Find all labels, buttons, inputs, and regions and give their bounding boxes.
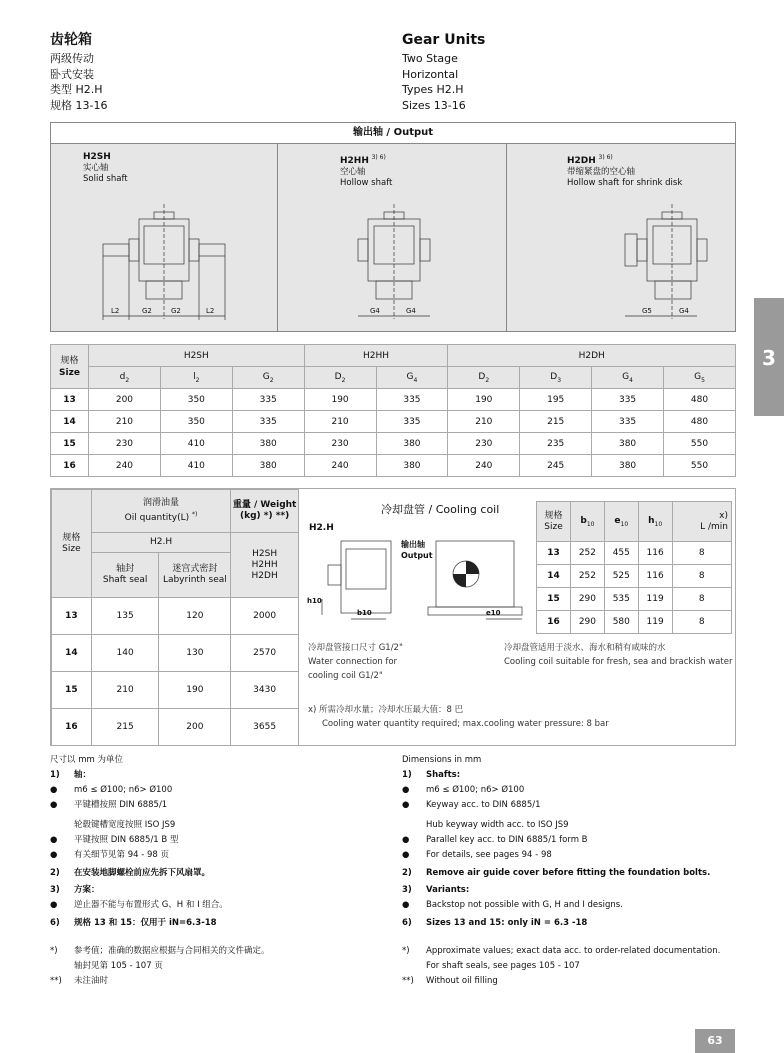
dim-h10: h10 bbox=[307, 597, 322, 605]
header-zh-line: 卧式安装 bbox=[50, 67, 94, 81]
variant-en: Hollow shaft bbox=[340, 177, 393, 188]
column-header: $e_{10}$ bbox=[604, 502, 638, 542]
value-cell: 8 bbox=[672, 588, 731, 611]
size-cell: 14 bbox=[52, 635, 92, 672]
size-cell: 16 bbox=[51, 455, 89, 477]
value-cell: 230 bbox=[304, 433, 376, 455]
header-zh-line: 两级传动 bbox=[50, 52, 94, 65]
type-header: H2.H bbox=[91, 533, 230, 553]
dim-label: G5 bbox=[642, 307, 652, 315]
table-row bbox=[52, 709, 299, 746]
value-cell: 335 bbox=[232, 389, 304, 411]
solid-shaft-drawing bbox=[51, 144, 278, 332]
value-cell: 252 bbox=[571, 565, 605, 588]
dimension-table bbox=[50, 344, 736, 477]
column-header: $b_{10}$ bbox=[571, 502, 605, 542]
table-row bbox=[52, 598, 299, 635]
header-zh bbox=[50, 30, 107, 113]
value-cell: 480 bbox=[664, 411, 736, 433]
size-header: 规格 Size bbox=[51, 345, 89, 389]
column-header: $D_2$ bbox=[304, 367, 376, 389]
value-cell: 8 bbox=[672, 565, 731, 588]
dim-label: G2 bbox=[171, 307, 181, 315]
column-header: $G_4$ bbox=[592, 367, 664, 389]
table-row bbox=[537, 542, 732, 565]
header-en-line: Sizes 13-16 bbox=[402, 98, 466, 112]
dim-label: G4 bbox=[370, 307, 380, 315]
value-cell: 240 bbox=[89, 455, 161, 477]
weight-types: H2SH H2HH H2DH bbox=[231, 533, 299, 598]
value-cell: 119 bbox=[638, 588, 672, 611]
drawing-type: H2.H bbox=[309, 523, 334, 533]
size-cell: 13 bbox=[537, 542, 571, 565]
value-cell: 335 bbox=[592, 389, 664, 411]
page-number: 63 bbox=[695, 1029, 735, 1053]
column-header: $G_2$ bbox=[232, 367, 304, 389]
value-cell: 525 bbox=[604, 565, 638, 588]
value-cell: 245 bbox=[520, 455, 592, 477]
variant-sup: 3) 6) bbox=[371, 154, 386, 161]
labyrinth-cell: 130 bbox=[159, 635, 231, 672]
oil-cooling-box bbox=[50, 488, 736, 746]
variant-code: H2HH bbox=[340, 155, 369, 166]
value-cell: 535 bbox=[604, 588, 638, 611]
column-header: $l_2$ bbox=[160, 367, 232, 389]
value-cell: 380 bbox=[376, 455, 448, 477]
value-cell: 335 bbox=[376, 411, 448, 433]
size-cell: 16 bbox=[52, 709, 92, 746]
weight-cell: 2570 bbox=[231, 635, 299, 672]
flow-header: x) L /min bbox=[672, 502, 731, 542]
value-cell: 200 bbox=[89, 389, 161, 411]
connection-text: 冷却盘管接口尺寸 G1/2" Water connection for cooling coil G1/2" bbox=[308, 643, 403, 681]
value-cell: 116 bbox=[638, 542, 672, 565]
dim-label: L2 bbox=[206, 307, 215, 315]
value-cell: 380 bbox=[232, 455, 304, 477]
cooling-table bbox=[536, 501, 732, 634]
labyrinth-cell: 200 bbox=[159, 709, 231, 746]
value-cell: 230 bbox=[89, 433, 161, 455]
value-cell: 335 bbox=[376, 389, 448, 411]
value-cell: 210 bbox=[89, 411, 161, 433]
shaft-seal-cell: 135 bbox=[91, 598, 159, 635]
table-row bbox=[52, 672, 299, 709]
value-cell: 210 bbox=[304, 411, 376, 433]
value-cell: 455 bbox=[604, 542, 638, 565]
size-cell: 13 bbox=[52, 598, 92, 635]
header-en-line: Horizontal bbox=[402, 67, 459, 81]
variant-en: Hollow shaft for shrink disk bbox=[567, 177, 683, 188]
table-row bbox=[537, 588, 732, 611]
weight-cell: 3655 bbox=[231, 709, 299, 746]
value-cell: 335 bbox=[232, 411, 304, 433]
table-row bbox=[52, 635, 299, 672]
weight-cell: 2000 bbox=[231, 598, 299, 635]
table-row bbox=[537, 565, 732, 588]
weight-cell: 3430 bbox=[231, 672, 299, 709]
labyrinth-cell: 120 bbox=[159, 598, 231, 635]
labyrinth-header: 迷宫式密封 Labyrinth seal bbox=[159, 553, 231, 598]
output-label: 输出轴 Output bbox=[401, 540, 433, 560]
notes-zh: 尺寸以 mm 为单位 1) 轴： ● m6 ≤ Ø100; n6> Ø100 ● 平键槽按照 DIN 6885/1 轮毂键槽宽度按照 ISO JS9 ● 平键按照 DIN 6885/1 B 型 ● 有关细节见第 94 - 98 页 2) 在安装地脚螺栓前应先拆下风扇罩。 3) 方案： ● 逆止器不能与布置形式 G、H 和 I 组合。 6) 规格 13 和 15：仅用于 iN=6.3-18 *) 参考值；准确的数据应根据与合同相关的文件确定。 轴封见第 105 - 107 页 **) 未注油时 bbox=[50, 755, 270, 986]
value-cell: 119 bbox=[638, 611, 672, 634]
cooling-title: 冷却盘管 / Cooling coil bbox=[381, 503, 500, 516]
value-cell: 240 bbox=[304, 455, 376, 477]
column-header: $h_{10}$ bbox=[638, 502, 672, 542]
suitability-text: 冷却盘管适用于淡水、海水和稍有咸味的水 Cooling coil suitable for fresh, sea and brackish water bbox=[504, 643, 733, 667]
dim-label: G4 bbox=[679, 307, 689, 315]
dim-label: G2 bbox=[142, 307, 152, 315]
dim-label: L2 bbox=[111, 307, 120, 315]
value-cell: 380 bbox=[592, 455, 664, 477]
value-cell: 350 bbox=[160, 389, 232, 411]
value-cell: 195 bbox=[520, 389, 592, 411]
size-cell: 15 bbox=[537, 588, 571, 611]
variant-code: H2DH bbox=[567, 155, 596, 166]
value-cell: 190 bbox=[304, 389, 376, 411]
table-row bbox=[51, 389, 736, 411]
size-header: 规格 Size bbox=[537, 502, 571, 542]
shrink-disk-drawing bbox=[507, 144, 737, 332]
column-header: $D_2$ bbox=[448, 367, 520, 389]
value-cell: 410 bbox=[160, 433, 232, 455]
value-cell: 235 bbox=[520, 433, 592, 455]
weight-header: 重量 / Weight (kg) *) **) bbox=[231, 490, 299, 533]
header-en-line: Two Stage bbox=[402, 52, 458, 65]
header-zh-line: 规格 13-16 bbox=[50, 98, 108, 112]
size-cell: 15 bbox=[52, 672, 92, 709]
size-cell: 14 bbox=[51, 411, 89, 433]
value-cell: 210 bbox=[448, 411, 520, 433]
value-cell: 380 bbox=[376, 433, 448, 455]
size-cell: 14 bbox=[537, 565, 571, 588]
value-cell: 580 bbox=[604, 611, 638, 634]
table-row bbox=[537, 611, 732, 634]
title-en: Gear Units bbox=[402, 32, 486, 48]
value-cell: 550 bbox=[664, 455, 736, 477]
size-cell: 13 bbox=[51, 389, 89, 411]
header-en bbox=[402, 30, 485, 113]
value-cell: 290 bbox=[571, 588, 605, 611]
size-cell: 16 bbox=[537, 611, 571, 634]
title-zh: 齿轮箱 bbox=[50, 32, 92, 48]
column-header: $d_2$ bbox=[89, 367, 161, 389]
table-row bbox=[51, 455, 736, 477]
value-cell: 410 bbox=[160, 455, 232, 477]
value-cell: 8 bbox=[672, 611, 731, 634]
variant-zh: 空心轴 bbox=[340, 166, 366, 177]
hollow-shaft-drawing bbox=[278, 144, 507, 332]
value-cell: 335 bbox=[592, 411, 664, 433]
value-cell: 190 bbox=[448, 389, 520, 411]
dim-e10: e10 bbox=[486, 609, 501, 617]
shaft-seal-header: 轴封 Shaft seal bbox=[91, 553, 159, 598]
cooling-note: x) 所需冷却水量；冷却水压最大值：8 巴 Cooling water quantity required; max.cooling water pressure: 8 bar bbox=[308, 705, 609, 729]
variant-sup: 3) 6) bbox=[598, 154, 613, 161]
variant-code: H2SH bbox=[83, 152, 111, 162]
table-row bbox=[51, 411, 736, 433]
dim-label: G4 bbox=[406, 307, 416, 315]
table-row bbox=[51, 433, 736, 455]
oil-header: 润滑油量 Oil quantity(L) *) bbox=[91, 490, 230, 533]
value-cell: 480 bbox=[664, 389, 736, 411]
header-en-line: Types H2.H bbox=[402, 83, 464, 96]
value-cell: 550 bbox=[664, 433, 736, 455]
shaft-seal-cell: 140 bbox=[91, 635, 159, 672]
value-cell: 215 bbox=[520, 411, 592, 433]
value-cell: 240 bbox=[448, 455, 520, 477]
output-panel bbox=[50, 122, 736, 332]
value-cell: 380 bbox=[232, 433, 304, 455]
column-header: $D_3$ bbox=[520, 367, 592, 389]
variant-h2dh bbox=[507, 144, 737, 331]
value-cell: 380 bbox=[592, 433, 664, 455]
header-zh-line: 类型 H2.H bbox=[50, 83, 103, 96]
variant-zh: 带缩紧盘的空心轴 bbox=[567, 166, 636, 177]
group-header: H2DH bbox=[448, 345, 736, 367]
value-cell: 116 bbox=[638, 565, 672, 588]
group-header: H2HH bbox=[304, 345, 448, 367]
shaft-seal-cell: 210 bbox=[91, 672, 159, 709]
oil-weight-table bbox=[51, 489, 299, 746]
group-header: H2SH bbox=[89, 345, 305, 367]
variant-h2hh bbox=[278, 144, 507, 331]
size-cell: 15 bbox=[51, 433, 89, 455]
value-cell: 350 bbox=[160, 411, 232, 433]
labyrinth-cell: 190 bbox=[159, 672, 231, 709]
section-tab: 3 bbox=[754, 298, 784, 416]
value-cell: 8 bbox=[672, 542, 731, 565]
variant-en: Solid shaft bbox=[83, 174, 128, 184]
column-header: $G_4$ bbox=[376, 367, 448, 389]
variant-zh: 实心轴 bbox=[83, 163, 109, 173]
value-cell: 290 bbox=[571, 611, 605, 634]
column-header: $G_5$ bbox=[664, 367, 736, 389]
shaft-seal-cell: 215 bbox=[91, 709, 159, 746]
value-cell: 252 bbox=[571, 542, 605, 565]
value-cell: 230 bbox=[448, 433, 520, 455]
size-header: 规格 Size bbox=[52, 490, 92, 598]
notes-en: Dimensions in mm 1) Shafts: ● m6 ≤ Ø100; n6> Ø100 ● Keyway acc. to DIN 6885/1 Hub keyway width acc. to ISO JS9 ● Parallel key acc. to DIN 6885/1 form B ● For details, see pages 94 - 98 2) Remove air guide cover before fitting the foundation bolts. 3) Variants: ● Backstop not possible with G, H and I designs. 6) Sizes 13 and 15: only iN = 6.3 -18 *) Approximate values; exact data acc. to order-related documentation. For shaft seals, see pages 105 - 107 **) Without oil filling bbox=[402, 755, 721, 986]
dim-b10: b10 bbox=[357, 609, 372, 617]
output-panel-title: 输出轴 / Output bbox=[51, 123, 735, 144]
variant-h2sh bbox=[51, 144, 278, 331]
